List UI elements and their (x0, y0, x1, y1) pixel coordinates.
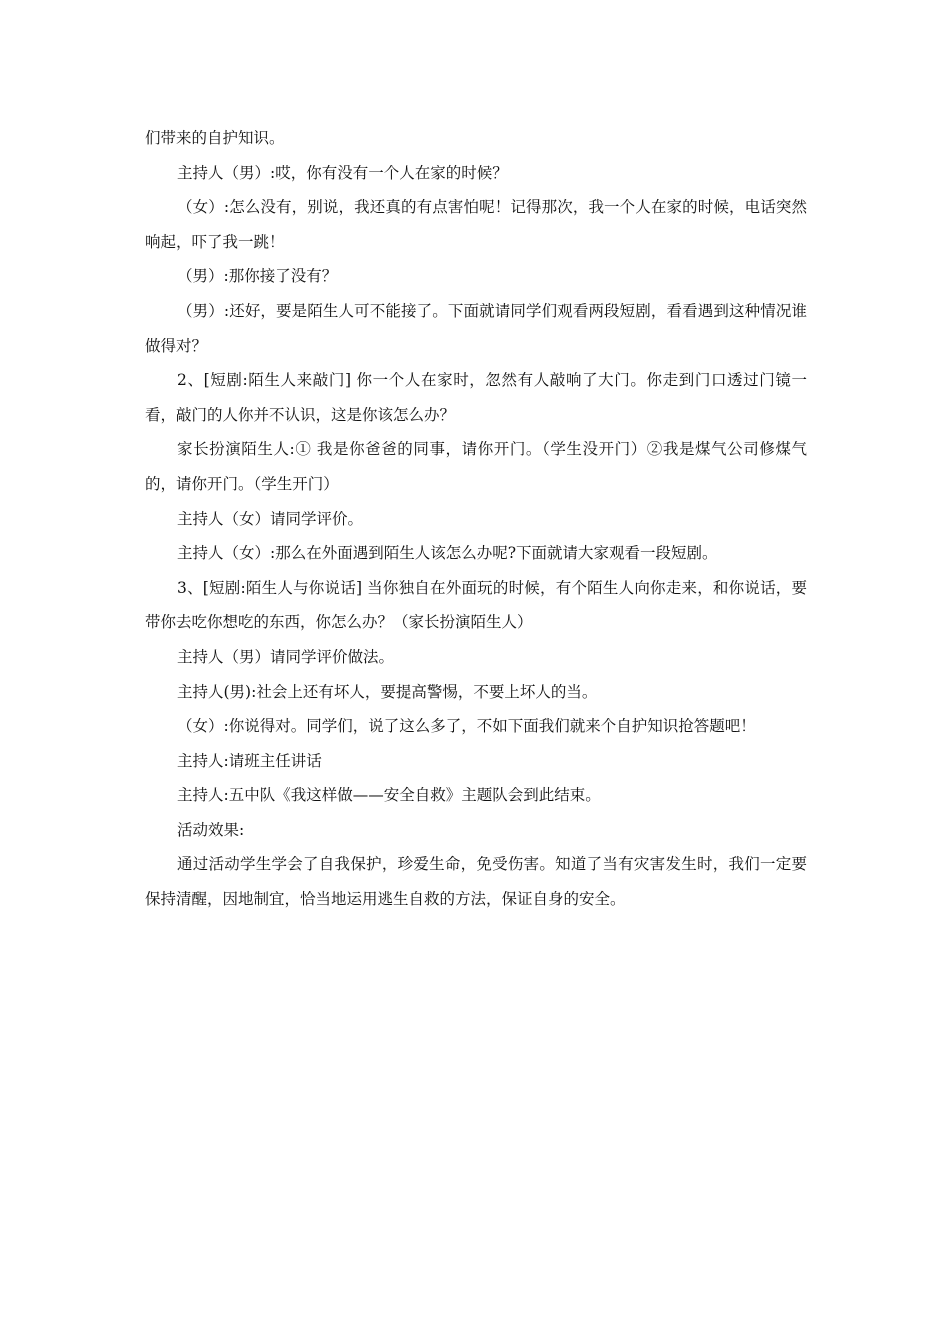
document-body (145, 121, 807, 917)
paragraph-host-female-outside: 主持人（女）:那么在外面遇到陌生人该怎么办呢?下面就请大家观看一段短剧。 (177, 544, 718, 563)
paragraph-female-reply: （女）:怎么没有，别说，我还真的有点害怕呢！记得那次，我一个人在家的时候，电话突然响起，吓了我一跳！ (145, 198, 807, 251)
paragraph-female-quiz: （女）:你说得对。同学们，说了这么多了，不如下面我们就来个自护知识抢答题吧！ (177, 717, 756, 736)
paragraph-male-stranger: （男）:还好，要是陌生人可不能接了。下面就请同学们观看两段短剧，看看遇到这种情况谁做得对？ (145, 301, 807, 355)
paragraph-host-male-question: 主持人（男）:哎，你有没有一个人在家的时候？ (177, 163, 508, 182)
paragraph-skit-2: 2、[短剧:陌生人来敲门] 你一个人在家时，忽然有人敲响了大门。你走到门口透过门镜一看，敲门的人你并不认识，这是你该怎么办？ (145, 371, 807, 424)
paragraph-host-female-evaluate: 主持人（女）请同学评价。 (177, 509, 364, 528)
paragraph-continuation: 们带来的自护知识。 (145, 129, 285, 147)
paragraph-parent-stranger: 家长扮演陌生人:① 我是你爸爸的同事，请你开门。（学生没开门）②我是煤气公司修煤气的，请你开门。（学生开门） (145, 440, 807, 493)
paragraph-teacher-speech: 主持人:请班主任讲话 (177, 751, 322, 770)
paragraph-host-male-warning: 主持人(男):社会上还有坏人，要提高警惕，不要上坏人的当。 (177, 682, 598, 701)
paragraph-effect-heading: 活动效果: (177, 820, 245, 839)
paragraph-skit-3: 3、[短剧:陌生人与你说话] 当你独自在外面玩的时候，有个陌生人向你走来，和你说话，要带你去吃你想吃的东西，你怎么办？（家长扮演陌生人） (145, 578, 807, 632)
paragraph-closing: 主持人:五中队《我这样做——安全自救》主题队会到此结束。 (177, 786, 601, 805)
paragraph-male-answered: （男）:那你接了没有？ (177, 267, 338, 286)
paragraph-effect-body: 通过活动学生学会了自我保护，珍爱生命，免受伤害。知道了当有灾害发生时，我们一定要保持清醒，因地制宜，恰当地运用逃生自救的方法，保证自身的安全。 (145, 855, 807, 909)
paragraph-host-male-evaluate: 主持人（男）请同学评价做法。 (177, 647, 395, 666)
